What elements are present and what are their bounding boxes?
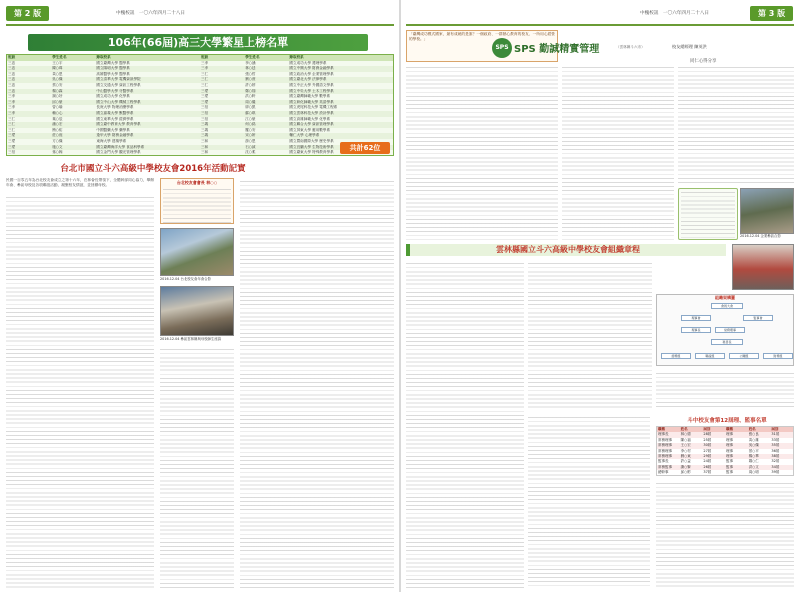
honor-cell: 蘇○琪 [245,110,256,115]
honor-cell: 國立聯合大學 資訊管理學系 [289,122,334,127]
sps-text-lines [406,64,558,240]
roster-cell: 常務理事 [658,453,672,458]
honor-col-6: 錄取校系 [289,55,304,59]
honor-cell: 國立政治大學 企業管理學系 [289,71,334,76]
honor-col-3: 錄取校系 [96,55,111,59]
honor-cell: 中山醫學大學 牙醫學系 [96,88,134,93]
roster-cell: 許○益 [680,459,691,464]
honor-cell: 國立臺中教育大學 教育學系 [96,122,141,127]
article-text-lines [6,194,154,588]
roster-cell: 27屆 [703,448,712,453]
honor-cell: 周○儀 [245,99,256,104]
org-text-lines [406,260,524,588]
honor-cell: 三孝 [8,105,16,110]
roster-cell: 李○村 [680,448,691,453]
honor-cell: 三仁 [8,116,16,121]
roster-col-5: 姓名 [748,427,756,431]
left-header-rule [6,24,394,26]
honor-cell: 國立交通大學 資訊工程學系 [96,82,141,87]
roster-cell: 32屆 [771,459,780,464]
intro-heading: 同仁心得分享 [690,59,717,64]
roster-cell: 33屆 [771,437,780,442]
honor-cell: 三忠 [8,88,16,93]
roster-cell: 常務理事 [658,448,672,453]
honor-cell: 國立臺灣海洋大學 食品科學系 [96,144,145,149]
honor-cell: 國立金門大學 觀光管理學系 [96,150,141,155]
honor-cell: 葉○辰 [52,116,63,121]
honor-cell: 方○傑 [52,138,63,143]
honor-cell: 吳○傑 [52,77,63,82]
roster-table [656,426,794,476]
honor-cell: 三和 [201,144,209,149]
org-text-lines [528,260,652,410]
roster-cell: 理事 [726,432,734,437]
roster-col-6: 屆別 [771,427,779,431]
honor-cell: 游○恩 [245,138,256,143]
roster-cell: 理事 [726,448,734,453]
honor-table-row [7,150,393,156]
roster-cell: 周○明 [748,470,759,475]
roster-cell: 林○德 [680,432,691,437]
left-page-tag: 第 2 版 [6,6,49,21]
honor-cell: 三和 [201,138,209,143]
honor-cell: 賴○心 [52,110,63,115]
roster-col-1: 職稱 [658,427,665,431]
article-text-lines [160,346,234,588]
honor-cell: 許○婷 [245,82,256,87]
photo-group-2 [160,286,234,336]
honor-cell: 國立中正大學 外國語文學系 [289,82,334,87]
honor-cell: 三愛 [8,144,16,149]
roster-cell: 39屆 [771,470,780,475]
honor-cell: 長庚大學 物理治療學系 [96,105,134,110]
honor-cell: 高雄醫學大學 醫學系 [96,71,130,76]
org-chart [656,294,794,366]
org-node-pr: 公關組 [729,353,759,359]
honor-cell: 何○銘 [245,122,256,127]
honor-cell: 三信 [201,105,209,110]
roster-cell: 31屆 [771,432,780,437]
bullet-box-lines [681,189,735,239]
honor-cell: 謝○妤 [52,94,63,99]
honor-cell: 三義 [201,122,209,127]
honor-cell: 林○廷 [245,66,256,71]
honor-cell: 國立彰化師範大學 英語學系 [289,99,334,104]
honor-cell: 蔡○安 [52,82,63,87]
honor-cell: 三仁 [8,122,16,127]
sps-column-2 [562,64,674,240]
org-node-board: 理事會 [681,315,711,321]
roster-cell: 楊○華 [748,453,759,458]
org-column-2 [528,260,652,410]
total-badge: 共計62位 [340,142,390,154]
inner-box-lines [163,186,231,223]
honor-cell: 國立暨南國際大學 歷史學系 [289,138,334,143]
honor-cell: 國立東華大學 經濟學系 [96,116,134,121]
roster-cell: 34屆 [771,464,780,469]
roster-cell: 30屆 [703,443,712,448]
roster-cell: 26屆 [703,464,712,469]
honor-cell: 三孝 [201,60,209,65]
honor-cell: 國立嘉義大學 獸醫學系 [96,110,134,115]
honor-cell: 國立宜蘭大學 生物技術學系 [289,144,334,149]
roster-cell: 陳○福 [680,437,691,442]
roster-cell: 王○宏 [680,443,691,448]
org-node-members: 會員大會 [711,303,743,309]
honor-cell: 三孝 [8,99,16,104]
photo-caption-3: 2016.12.04 企業參訪合影 [740,234,781,238]
honor-cell: 國立臺灣師範大學 數學系 [289,94,331,99]
honor-cell: 國立成功大學 護理學系 [289,60,327,65]
honor-cell: 國立中興大學 財務金融學系 [289,66,334,71]
honor-cell: 黃○恩 [52,71,63,76]
roster-title: 斗中校友會第12屆理、監事名單 [687,418,767,424]
honor-cell: 三義 [201,133,209,138]
honor-cell: 三仁 [201,82,209,87]
sps-author: 校友總經理 陳英洪 [672,44,707,49]
honor-cell: 施○文 [52,144,63,149]
honor-table [6,54,394,156]
sps-column-3 [678,64,794,184]
article-title: 台北市國立斗六高級中學校友會2016年活動記實 [60,164,246,174]
roster-cell: 常務理事 [658,437,672,442]
honor-cell: 三愛 [8,138,16,143]
roster-cell: 28屆 [703,432,712,437]
roster-cell: 監事 [726,459,734,464]
honor-cell: 國立陽明大學 醫學系 [96,66,130,71]
org-node-chairman: 理事長 [681,327,711,333]
honor-cell: 羅○安 [245,127,256,132]
honor-cell: 陳○瑋 [52,66,63,71]
honor-cell: 國立中山大學 機械工程學系 [96,99,141,104]
honor-cell: 國立臺北大學 法律學系 [289,77,327,82]
org-column-5 [656,480,794,588]
article-column-2 [160,346,234,588]
honor-cell: 三愛 [201,88,209,93]
roster-body [657,432,793,475]
honor-cell: 三愛 [201,99,209,104]
article-lead: 民國一百零五年為台北校友會成立之第十六年，在林會長帶領下，全體幹部同心協力，舉辦年會、參訪母校及各項聯誼活動，凝聚校友情誼，並回饋母校。 [6,178,154,187]
honor-cell: 鄭○翔 [245,88,256,93]
sps-text-lines [678,64,794,184]
inner-box-title: 台北校友會會長 林○○ [176,180,218,185]
honor-cell: 石○誠 [245,144,256,149]
honor-col-2: 學生姓名 [52,55,67,59]
roster-cell: 邱○彬 [680,470,691,475]
roster-col-3: 屆別 [703,427,711,431]
honor-cell: 三忠 [8,71,16,76]
org-node-secretary: 秘書長 [711,339,743,345]
roster-row [657,470,793,475]
honor-cell: 國立雲林科技大學 設計學系 [289,110,334,115]
honor-cell: 三忠 [8,66,16,71]
roster-cell: 張○良 [748,432,759,437]
roster-cell: 劉○東 [680,453,691,458]
roster-cell: 謝○賢 [680,464,691,469]
article-text-lines [240,178,394,588]
org-node-executive: 常務理事 [715,327,745,333]
honor-cell: 江○豪 [245,116,256,121]
honor-cell: 三忠 [8,82,16,87]
honor-cell: 三仁 [8,127,16,132]
roster-cell: 監事 [726,464,734,469]
roster-cell: 36屆 [771,448,780,453]
roster-cell: 38屆 [771,453,780,458]
honor-table-body [7,61,393,156]
honor-cell: 三愛 [8,133,16,138]
roster-col-4: 職稱 [726,427,734,431]
honor-cell: 簡○佑 [52,127,63,132]
honor-col-1: 班級 [8,55,16,59]
honor-cell: 國立虎尾科技大學 電機工程系 [289,105,338,110]
roster-cell: 35屆 [771,443,780,448]
honor-cell: 國立臺灣大學 醫學系 [96,60,130,65]
honor-cell: 潘○宏 [52,122,63,127]
honor-cell: 邱○豪 [52,99,63,104]
roster-cell: 監事 [726,470,734,475]
honor-cell: 三義 [201,127,209,132]
roster-cell: 理事 [726,443,734,448]
roster-cell: 理事長 [658,432,669,437]
org-node-supervisors: 監事會 [743,315,773,321]
org-text-lines [528,414,650,588]
honor-cell: 楊○霖 [52,88,63,93]
org-column-1 [406,260,524,588]
roster-cell: 吳○傑 [748,443,759,448]
honor-cell: 曾○瑜 [52,105,63,110]
honor-cell: 孫○翰 [52,150,63,155]
honor-cell: 三孝 [8,94,16,99]
roster-cell: 洪○文 [748,464,759,469]
org-text-lines [656,480,794,588]
roster-cell: 常務監事 [658,464,672,469]
honor-banner: 106年(66屆)高三大學繁星上榜名單 [28,34,368,51]
article-column-3 [240,178,394,588]
roster-cell: 25屆 [703,437,712,442]
roster-col-2: 姓名 [680,427,688,431]
honor-cell: 國立中央大學 土木工程學系 [289,88,334,93]
roster-cell: 29屆 [703,453,712,458]
photo-banner [732,244,794,290]
honor-cell: 國立清華大學 電機資訊學院 [96,77,141,82]
left-header-text: 中槐校訊 一〇六年四月二十八日 [116,11,185,16]
photo-caption-2: 2016.12.04 參訪雲林縣與母校師生座談 [160,337,222,341]
honor-cell: 三和 [201,150,209,155]
roster-cell: 常務理事 [658,443,672,448]
roster-cell: 37屆 [703,470,712,475]
right-page-tag: 第 3 版 [750,6,793,21]
org-node-general: 總務組 [661,353,691,359]
quote-text: 「臺灣成功模式國家，最有成就的是誰？一個政府、一群熱心教育的校友、一所用心經營的學校。」 [409,32,555,41]
article-column-1 [6,178,154,588]
photo-group-1 [160,228,234,276]
honor-cell: 三愛 [201,94,209,99]
honor-cell: 三孝 [8,110,16,115]
right-header-text: 中槐校訊 一〇六年四月二十八日 [640,11,709,16]
honor-cell: 東海大學 建築學系 [96,138,127,143]
roster-cell: 理事 [726,437,734,442]
honor-cell: 三信 [201,116,209,121]
honor-cell: 國立成功大學 化學系 [96,94,130,99]
inner-box [160,178,234,224]
honor-cell: 廖○凱 [245,105,256,110]
honor-cell: 王○宇 [52,60,63,65]
honor-cell: 洪○軒 [245,94,256,99]
honor-cell: 三忠 [8,60,16,65]
roster-cell: 蔡○平 [748,448,759,453]
sps-title: SPS 勤誠精實管理 [514,44,600,55]
sps-note: （雲林縣斗六市） [616,45,645,49]
honor-cell: 宋○妍 [245,133,256,138]
photo-caption-1: 2016.12.04 台北校友會年會合影 [160,277,212,281]
org-column-3 [656,370,794,410]
honor-cell: 國立屏東大學 應用數學系 [289,127,331,132]
roster-cell: 鄭○仁 [748,459,759,464]
bullet-box [678,188,738,240]
honor-cell: 沈○柔 [245,150,256,155]
honor-cell: 三忠 [8,77,16,82]
honor-cell: 三孝 [201,66,209,71]
org-node-social: 聯誼組 [695,353,725,359]
honor-cell: 三仁 [201,77,209,82]
sps-logo-icon: SPS [492,38,512,58]
photo-portrait [740,188,794,234]
sps-column-1 [406,64,558,240]
honor-cell: 三信 [201,110,209,115]
honor-col-5: 學生姓名 [245,55,260,59]
org-node-finance: 財務組 [763,353,793,359]
sps-text-lines [562,64,674,240]
right-header-rule [406,24,794,26]
honor-cell: 李○涵 [245,60,256,65]
roster-cell: 理事 [726,453,734,458]
roster-cell: 監事長 [658,459,669,464]
honor-cell: 三仁 [201,71,209,76]
honor-cell: 中國醫藥大學 藥學系 [96,127,130,132]
honor-cell: 三信 [8,150,16,155]
roster-cell: 總幹事 [658,470,669,475]
honor-cell: 逢甲大學 財務金融學系 [96,133,134,138]
spread-divider [399,0,401,592]
honor-cell: 國立臺東大學 特殊教育學系 [289,150,334,155]
honor-cell: 張○哲 [245,71,256,76]
roster-cell: 24屆 [703,459,712,464]
honor-cell: 國立高雄師範大學 化學系 [289,116,331,121]
honor-cell: 輔仁大學 心理學系 [289,133,320,138]
org-article-title: 雲林縣國立斗六高級中學校友會組織章程 [406,244,726,256]
org-column-4 [528,414,650,588]
roster-cell: 黃○雄 [748,437,759,442]
org-chart-title: 組織架構圖 [715,295,735,300]
honor-col-4: 班級 [201,55,209,59]
honor-cell: 劉○萱 [245,77,256,82]
org-text-lines [656,370,794,410]
honor-cell: 莊○庭 [52,133,63,138]
